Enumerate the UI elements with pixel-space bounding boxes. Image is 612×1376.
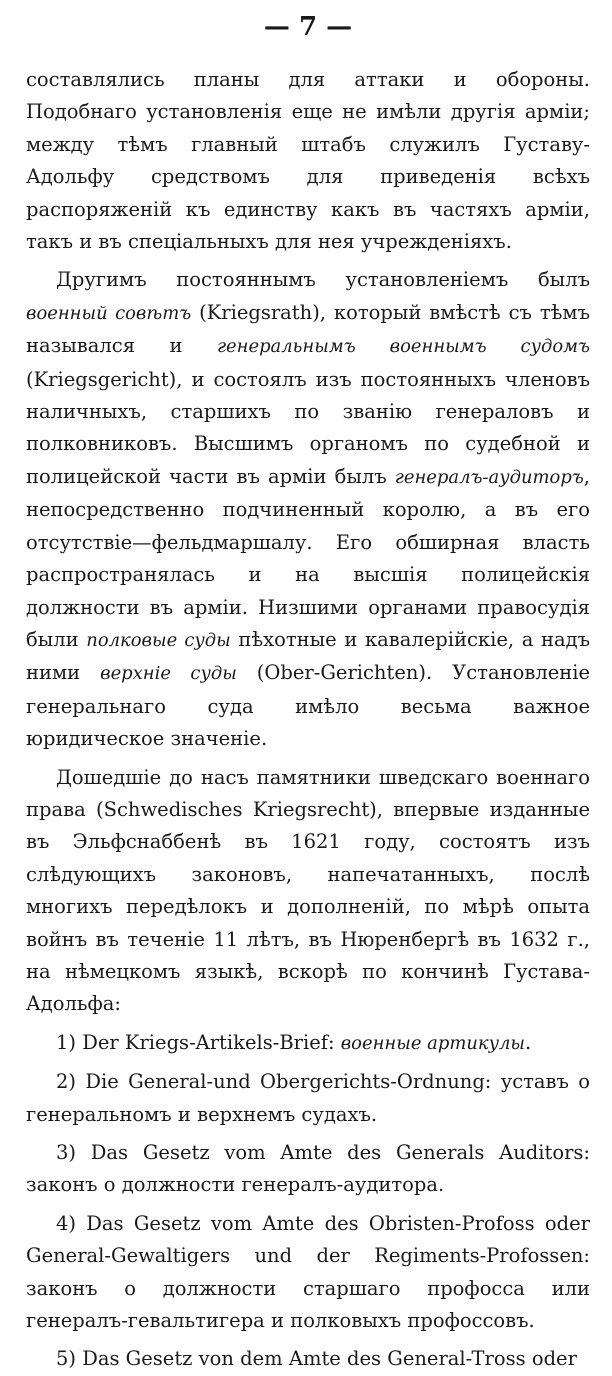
text-run: 4) Das Gesetz vom Amte des Obristen-Profoss oder General-Gewaltigers und der Regiments-Profossen: законъ о должности старшаго профосса или генералъ-гевальтигера и полковыхъ профоссовъ. <box>26 1211 590 1333</box>
italic-term: военные артикулы <box>340 1032 526 1054</box>
paragraph <box>26 762 590 1021</box>
text-run: 3) Das Gesetz vom Amte des Generals Auditors: законъ о должности генералъ-аудитора. <box>26 1141 590 1197</box>
italic-term: военный совѣтъ <box>26 302 192 324</box>
text-run: 2) Die General-und Obergerichts-Ordnung: уставъ о генеральномъ и верхнемъ судахъ. <box>26 1070 590 1126</box>
list-item <box>26 1066 590 1131</box>
italic-term: верхніе суды <box>100 663 237 685</box>
text-body <box>26 64 590 1376</box>
paragraph <box>26 264 590 755</box>
text-run: 5) Das Gesetz von dem Amte des General-Tross oder <box>56 1347 577 1371</box>
page-number: — 7 — <box>263 12 353 42</box>
text-run: . <box>525 1030 532 1054</box>
list-item <box>26 1137 590 1202</box>
text-run: Другимъ постояннымъ установленіемъ былъ <box>56 268 590 292</box>
text-run: , непосредственно подчиненный королю, а въ его отсутствіе—фельдмаршалу. Его обширная власть распространялась и на высшія полицейскія должности въ арміи. Низшими органами правосудія были <box>26 464 590 651</box>
text-run: составлялись планы для аттаки и обороны. Подобнаго установленія еще не имѣли другія арміи; между тѣмъ главный штабъ служилъ Густаву-Адольфу средствомъ для приведенія всѣхъ распоряженій къ единству какъ въ частяхъ арміи, такъ и въ спеціальныхъ для нея учрежденіяхъ. <box>26 68 590 254</box>
italic-term: полковые суды <box>86 629 231 651</box>
text-run: 1) Der Kriegs-Artikels-Brief: <box>56 1030 341 1054</box>
text-run: (Ober-Gerichten). Установленіе генеральнаго суда имѣло весьма важное юридическое значеніе. <box>26 661 591 751</box>
list-item <box>26 1343 590 1375</box>
text-run: (Kriegsgericht), и состоялъ изъ постоянныхъ членовъ наличныхъ, старшихъ по званію генераловъ и полковниковъ. Высшимъ органомъ по судебной и полицейской части въ арміи былъ <box>26 367 590 488</box>
italic-term: генеральнымъ военнымъ судомъ <box>216 336 591 358</box>
list-item <box>26 1208 590 1338</box>
italic-term: генералъ-аудиторъ <box>394 466 584 488</box>
list-item <box>26 1027 590 1060</box>
text-run: (Kriegsrath), который вмѣстѣ съ тѣмъ назывался и <box>26 300 590 358</box>
text-run: пѣхотные и кавалерійскіе, а надъ ними <box>26 627 590 685</box>
text-run: Дошедшіе до насъ памятники шведскаго военнаго права (Schwedisches Kriegsrecht), впервые изданные въ Эльфснаббенѣ въ 1621 году, состоятъ изъ слѣдующихъ законовъ, напечатанныхъ, послѣ многихъ передѣлокъ и дополненій, по мѣрѣ опыта войнъ въ теченіе 11 лѣтъ, въ Нюренбергѣ въ 1632 г., на нѣмецкомъ языкѣ, вскорѣ по кончинѣ Густава-Адольфа: <box>26 765 590 1016</box>
paragraph <box>26 64 590 258</box>
